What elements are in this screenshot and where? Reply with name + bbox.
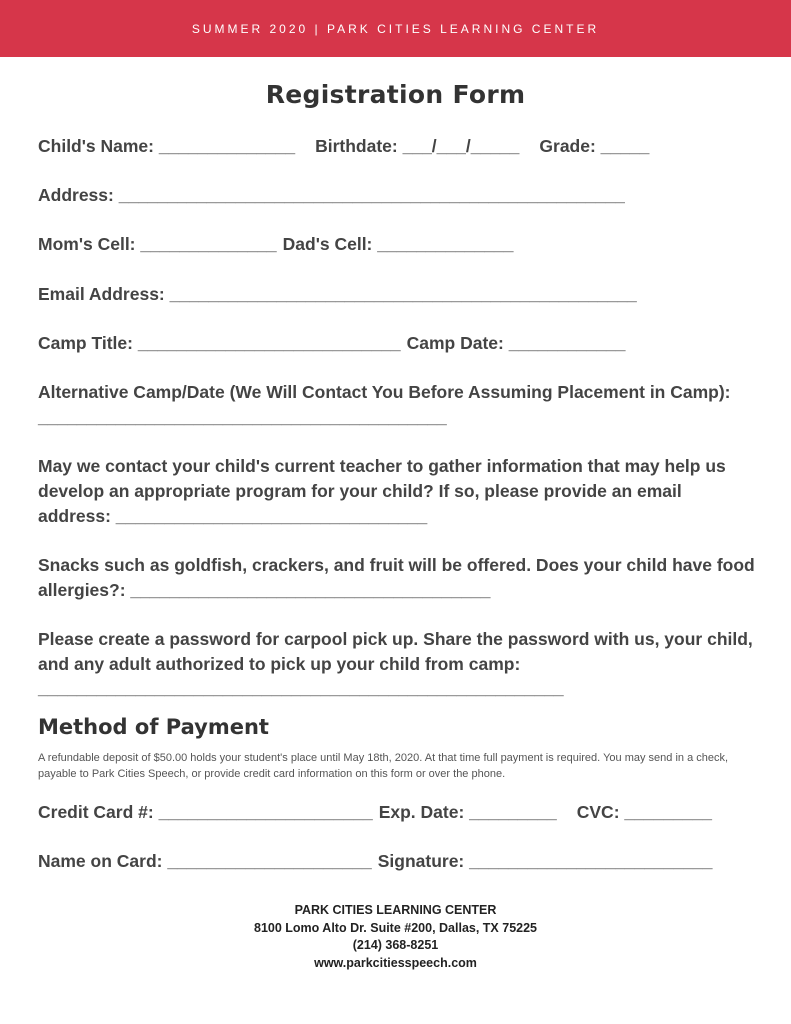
birthdate-field[interactable]: Birthdate: ___/___/_____ [315,136,520,156]
row-cells [38,232,514,257]
row-card [38,800,712,825]
dad-cell-field[interactable]: Dad's Cell: ______________ [282,234,514,254]
exp-date-field[interactable]: Exp. Date: _________ [378,802,557,822]
row-child-info [38,134,649,159]
page-title: Registration Form [265,80,526,109]
credit-card-field[interactable]: Credit Card #: ______________________ [38,802,373,822]
footer-website[interactable]: www.parkcitiesspeech.com [314,955,477,970]
camp-title-field[interactable]: Camp Title: ___________________________ [38,333,401,353]
header-banner [0,0,791,57]
footer [0,902,791,972]
cvc-field[interactable]: CVC: _________ [576,802,712,822]
child-name-field[interactable]: Child's Name: ______________ [38,136,296,156]
camp-date-field[interactable]: Camp Date: ____________ [406,333,626,353]
mom-cell-field[interactable]: Mom's Cell: ______________ [38,234,277,254]
grade-field[interactable]: Grade: _____ [539,136,650,156]
footer-org: PARK CITIES LEARNING CENTER [294,903,497,917]
password-line[interactable]: ______________________________________________________ [38,678,564,698]
name-on-card-field[interactable]: Name on Card: _____________________ [38,851,372,871]
payment-note: A refundable deposit of $50.00 holds your student's place until May 18th, 2020. At that time full payment is required. You may send in a check, payable to Park Cities Speech, or provide credit card information on this form or over the phone. [38,752,729,780]
email-field[interactable]: Email Address: ________________________________________________ [38,284,637,304]
row-camp [38,331,626,356]
alt-camp-field[interactable]: Alternative Camp/Date (We Will Contact You Before Assuming Placement in Camp): __________________________________________ [38,382,731,427]
teacher-contact-field[interactable]: May we contact your child's current teacher to gather information that may help us develop an appropriate program for your child? If so, please provide an email address: ________________________________ [38,456,726,526]
footer-phone: (214) 368-8251 [352,938,439,952]
address-field[interactable]: Address: ____________________________________________________ [38,185,625,205]
password-prompt: Please create a password for carpool pick up. Share the password with us, your child, and any adult authorized to pick up your child from camp: [38,629,753,674]
signature-field[interactable]: Signature: _________________________ [377,851,713,871]
footer-address: 8100 Lomo Alto Dr. Suite #200, Dallas, TX 75225 [254,920,537,935]
row-name-signature [38,849,712,874]
payment-title: Method of Payment [38,715,269,739]
banner-text: SUMMER 2020 | PARK CITIES LEARNING CENTER [191,21,600,36]
allergies-field[interactable]: Snacks such as goldfish, crackers, and fruit will be offered. Does your child have food allergies?: _____________________________________ [38,555,755,600]
